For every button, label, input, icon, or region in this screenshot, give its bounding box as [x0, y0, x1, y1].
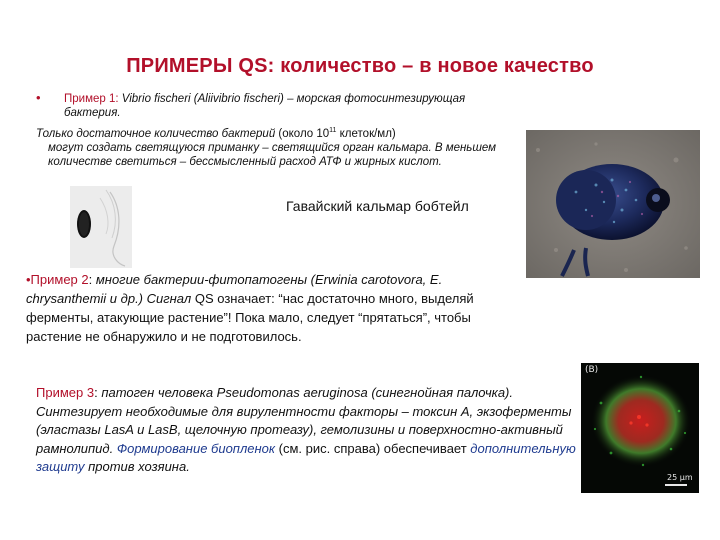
example-3-colon: :: [94, 385, 102, 400]
bobtail-squid-image: [526, 130, 700, 278]
example-3-line2: [36, 403, 576, 477]
squid-caption: Гавайский кальмар бобтейл: [286, 198, 469, 214]
example-3-line1: [36, 384, 576, 403]
example-1-body-rest: (около 10: [275, 127, 330, 140]
example-3-blue-1: Формирование биопленок: [116, 440, 276, 456]
example-3-line2-c: против хозяина.: [84, 459, 190, 474]
bacterium-micrograph: [70, 186, 132, 268]
example-3-block: [36, 384, 576, 477]
example-1-label: Пример 1:: [64, 93, 122, 105]
panel-label: (B): [585, 365, 599, 375]
example-2-italic: многие бактерии-фитопатогены (Erwinia carotovora, E. chrysanthemii и др.) Сигнал: [26, 272, 443, 306]
example-2-rest: QS означает: “нас достаточно много, выделяй ферменты, атакующие растение”! Пока мало, следует “прятаться”, чтобы растение не обнаружило и не подготовилось.: [26, 291, 474, 344]
example-3-line1-text: патоген человека Pseudomonas aeruginosa (синегнойная палочка).: [101, 385, 513, 400]
bullet-1: •: [36, 90, 41, 105]
example-2-block: [26, 270, 506, 346]
slide-title: ПРИМЕРЫ QS: количество – в новое качество: [126, 55, 594, 77]
example-1-body-end: клеток/мл): [336, 127, 396, 140]
example-1-body-italic: Только достаточное количество бактерий: [36, 127, 276, 140]
example-3-label: Пример 3: [36, 385, 95, 400]
example-1-body-cont: могут создать светящуюся приманку – светящийся орган кальмара. В меньшем количестве светиться – бессмысленный расход АТФ и жирных кислот.: [48, 141, 497, 168]
biofilm-micrograph: [581, 363, 699, 493]
example-1-body: [36, 124, 516, 169]
example-2-colon: :: [88, 272, 96, 287]
example-3-line2-a: Синтезирует необходимые для вирулентности факторы – токсин А, экзоферменты (эластазы LasA и LasB, щелочную протеазу), гемолизины и поверхностно-активный рамнолипид.: [36, 403, 572, 456]
example-3-line2-b: (см. рис. справа) обеспечивает: [275, 440, 471, 456]
example-1-head: [64, 92, 516, 120]
example-1-block: [36, 92, 516, 169]
example-1-sup: 11: [329, 127, 337, 134]
squid-photo: [526, 130, 700, 278]
example-3-blue-2: дополнительную защиту: [36, 440, 576, 474]
scale-bar-label: 25 µm: [667, 473, 693, 482]
example-1-head-text: Vibrio fischeri (Aliivibrio fischeri) – морская фотосинтезирующая бактерия.: [64, 93, 466, 119]
example-2-label: •Пример 2: [26, 272, 89, 287]
bacterium-image: [70, 186, 132, 268]
